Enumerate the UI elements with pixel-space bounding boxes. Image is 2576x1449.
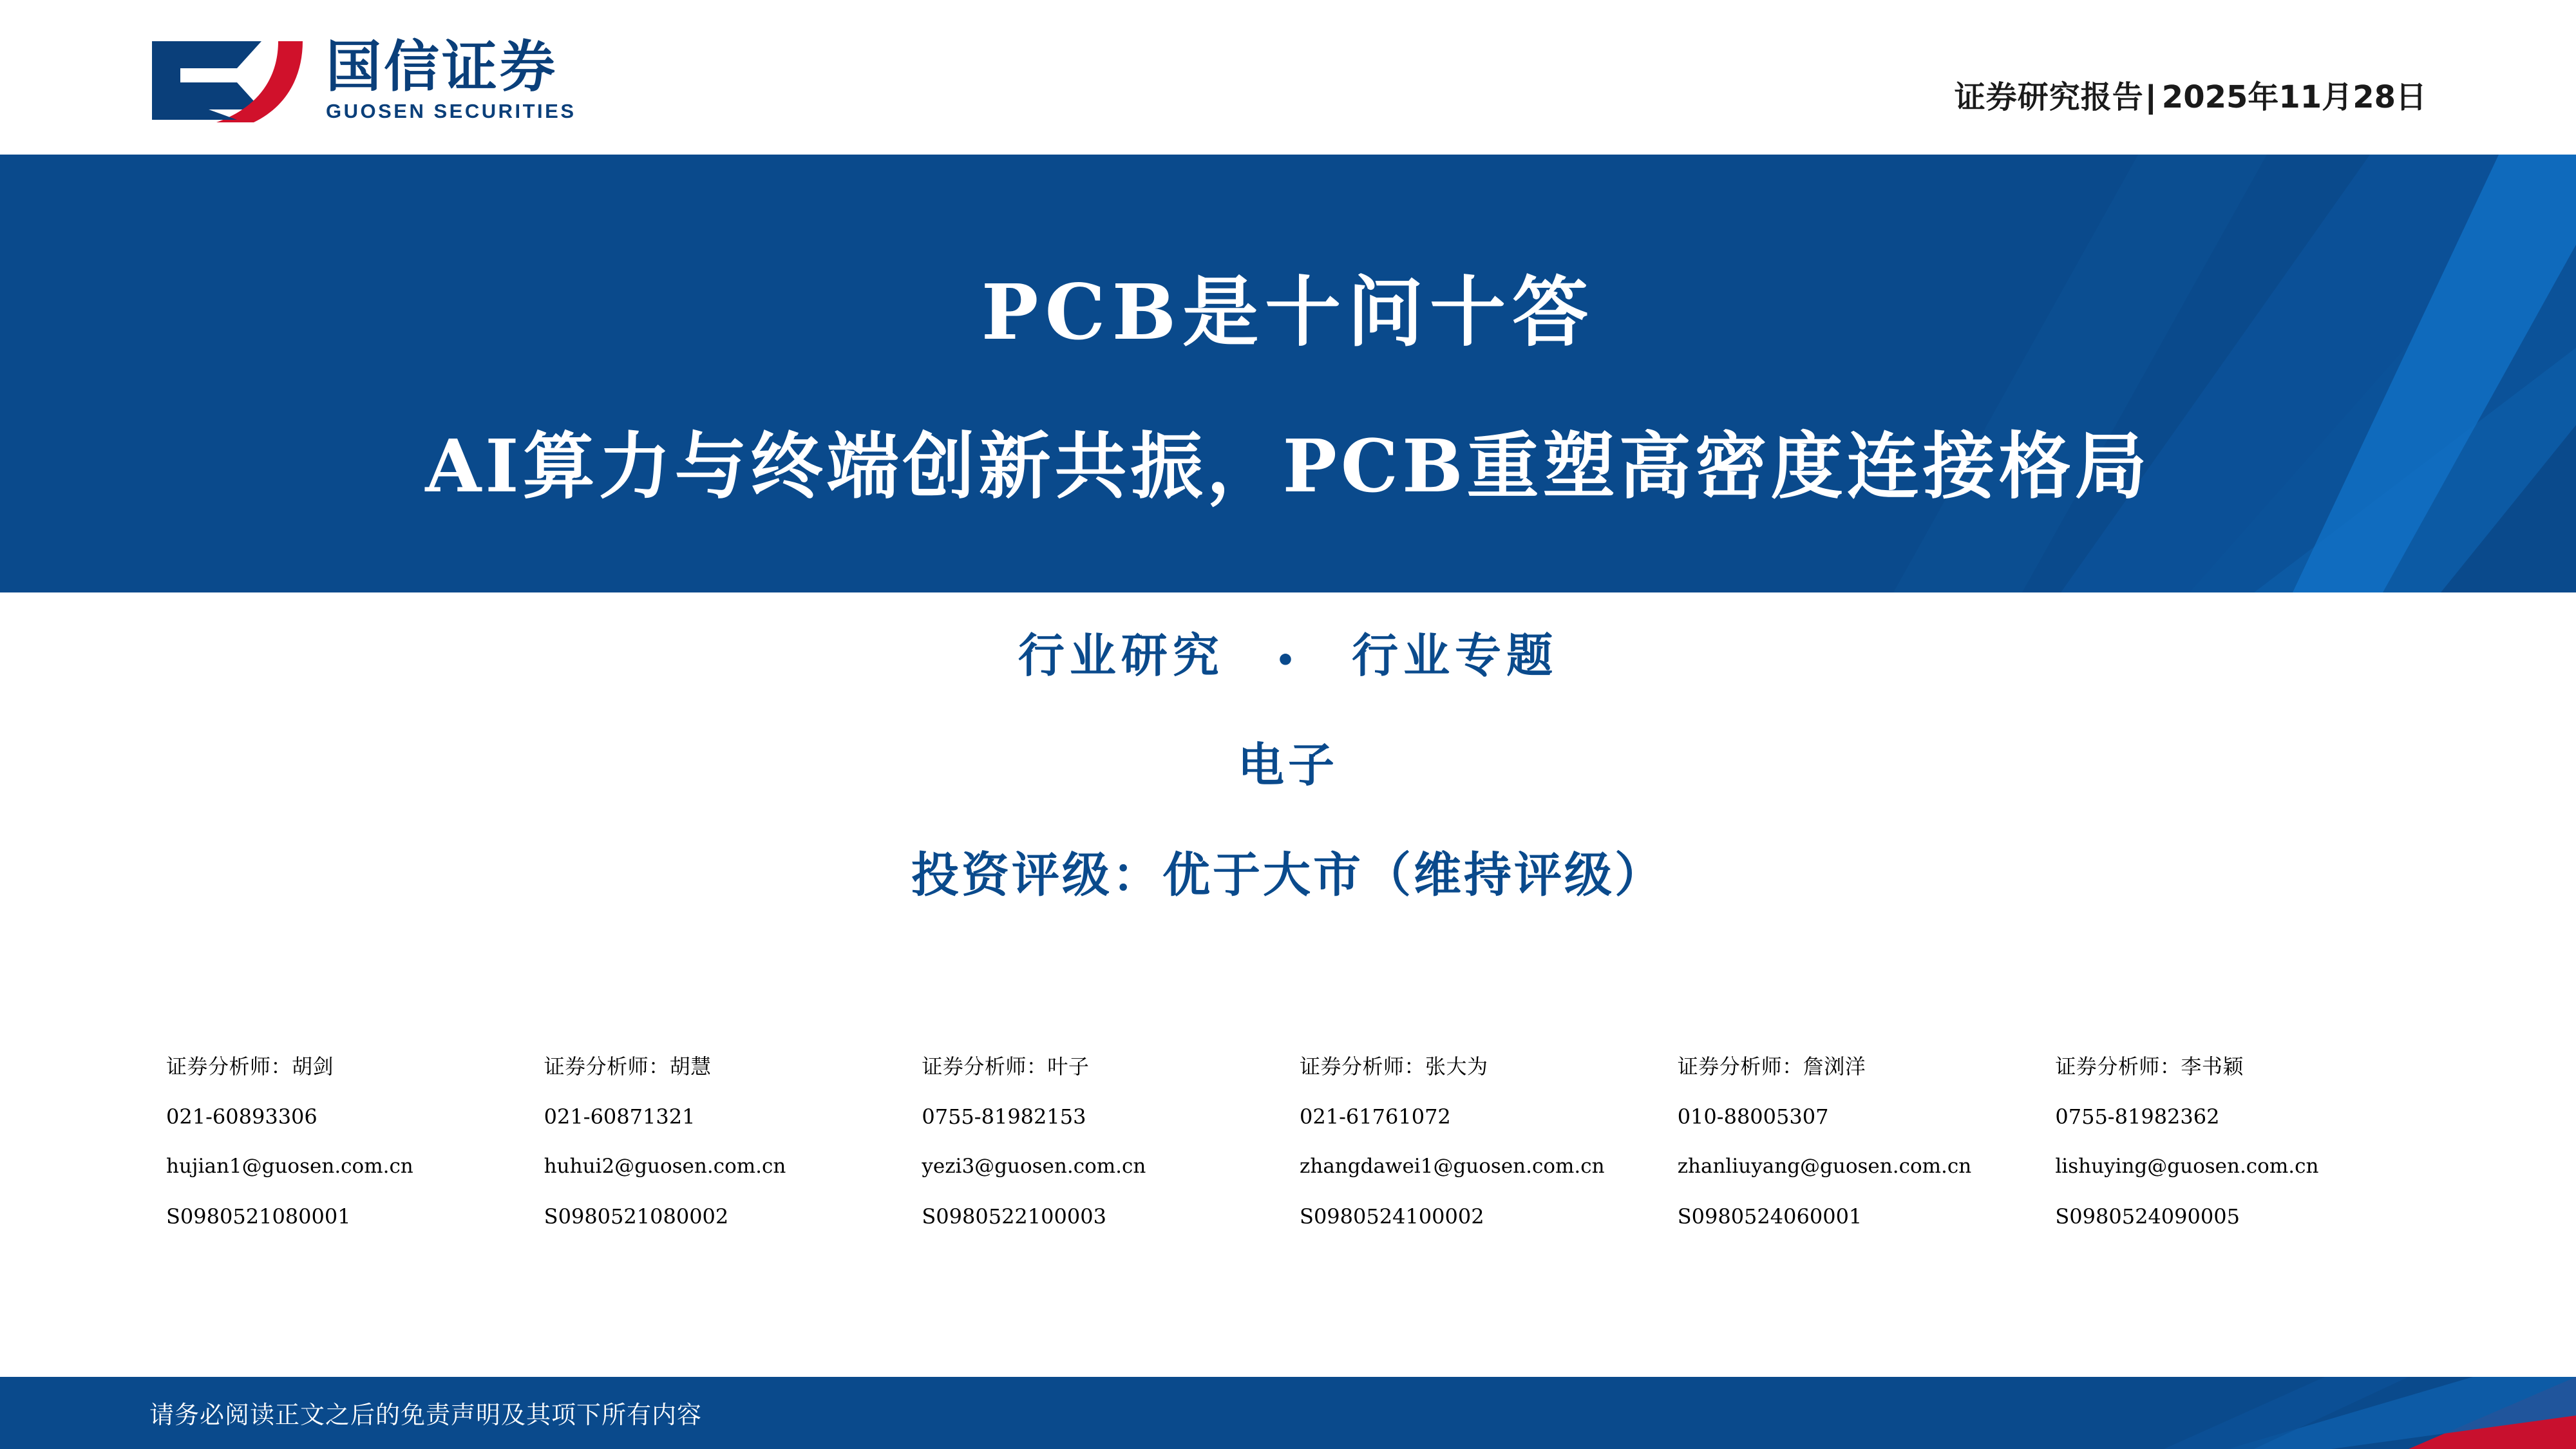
footer-decoration <box>1674 1377 2576 1449</box>
investment-rating: 投资评级：优于大市（维持评级） <box>911 848 1665 903</box>
analyst-name: 证券分析师：张大为 <box>1300 1054 1488 1079</box>
analyst-name: 证券分析师：胡慧 <box>544 1054 712 1079</box>
page-header <box>0 0 2576 155</box>
banner-decoration <box>1610 155 2576 592</box>
brand-name-en: GUOSEN SECURITIES <box>326 100 576 123</box>
analyst-license: S0980521080002 <box>544 1204 729 1229</box>
analyst-license: S0980521080001 <box>166 1204 351 1229</box>
research-category: 行业研究 <box>1018 628 1224 683</box>
analyst-card <box>922 1056 1300 1256</box>
analyst-email[interactable]: zhanliuyang@guosen.com.cn <box>1677 1155 1972 1178</box>
analyst-license: S0980524100002 <box>1300 1204 1484 1229</box>
brand-logo <box>140 32 576 129</box>
header-divider: | <box>2146 79 2155 115</box>
analyst-phone: 021-60893306 <box>166 1104 317 1129</box>
report-type-label: 证券研究报告 <box>1954 79 2144 115</box>
report-title: PCB是十问十答 <box>981 267 1595 357</box>
analyst-phone: 0755-81982153 <box>922 1104 1086 1129</box>
analyst-phone: 010-88005307 <box>1677 1104 1829 1129</box>
analyst-email[interactable]: lishuying@guosen.com.cn <box>2055 1155 2319 1178</box>
analyst-name: 证券分析师：詹浏洋 <box>1677 1054 1866 1079</box>
analyst-email[interactable]: hujian1@guosen.com.cn <box>166 1155 413 1178</box>
analyst-email[interactable]: zhangdawei1@guosen.com.cn <box>1300 1155 1605 1178</box>
research-category-line <box>0 618 2576 685</box>
analyst-email[interactable]: yezi3@guosen.com.cn <box>922 1155 1146 1178</box>
page-footer <box>0 1377 2576 1449</box>
analyst-name: 证券分析师：李书颖 <box>2055 1054 2244 1079</box>
research-sector: 电子 <box>1237 737 1338 792</box>
analyst-license: S0980524090005 <box>2055 1204 2240 1229</box>
report-subtitle: AI算力与终端创新共振，PCB重塑高密度连接格局 <box>425 424 2151 509</box>
report-date: 2025年11月28日 <box>2161 79 2427 115</box>
analyst-card <box>166 1056 544 1256</box>
analyst-name: 证券分析师：叶子 <box>922 1054 1090 1079</box>
brand-name-cn: 国信证券 <box>326 34 558 99</box>
analyst-name: 证券分析师：胡剑 <box>166 1054 334 1079</box>
analyst-phone: 021-60871321 <box>544 1104 696 1129</box>
analyst-card <box>1300 1056 1678 1256</box>
guosen-logo-icon <box>140 32 314 129</box>
analyst-license: S0980524060001 <box>1677 1204 1862 1229</box>
analyst-card <box>2055 1056 2433 1256</box>
analyst-phone: 021-61761072 <box>1300 1104 1451 1129</box>
analyst-email[interactable]: huhui2@guosen.com.cn <box>544 1155 786 1178</box>
analyst-license: S0980522100003 <box>922 1204 1106 1229</box>
research-topic: 行业专题 <box>1352 628 1558 683</box>
header-report-meta <box>1955 72 2427 117</box>
meta-separator-dot: • <box>1275 640 1301 679</box>
analyst-list <box>166 1056 2433 1256</box>
analyst-phone: 0755-81982362 <box>2055 1104 2220 1129</box>
report-meta-block <box>0 618 2576 905</box>
brand-logo-text <box>326 34 576 123</box>
analyst-card <box>544 1056 922 1256</box>
footer-disclaimer: 请务必阅读正文之后的免责声明及其项下所有内容 <box>149 1401 703 1429</box>
title-banner <box>0 155 2576 592</box>
analyst-card <box>1678 1056 2056 1256</box>
